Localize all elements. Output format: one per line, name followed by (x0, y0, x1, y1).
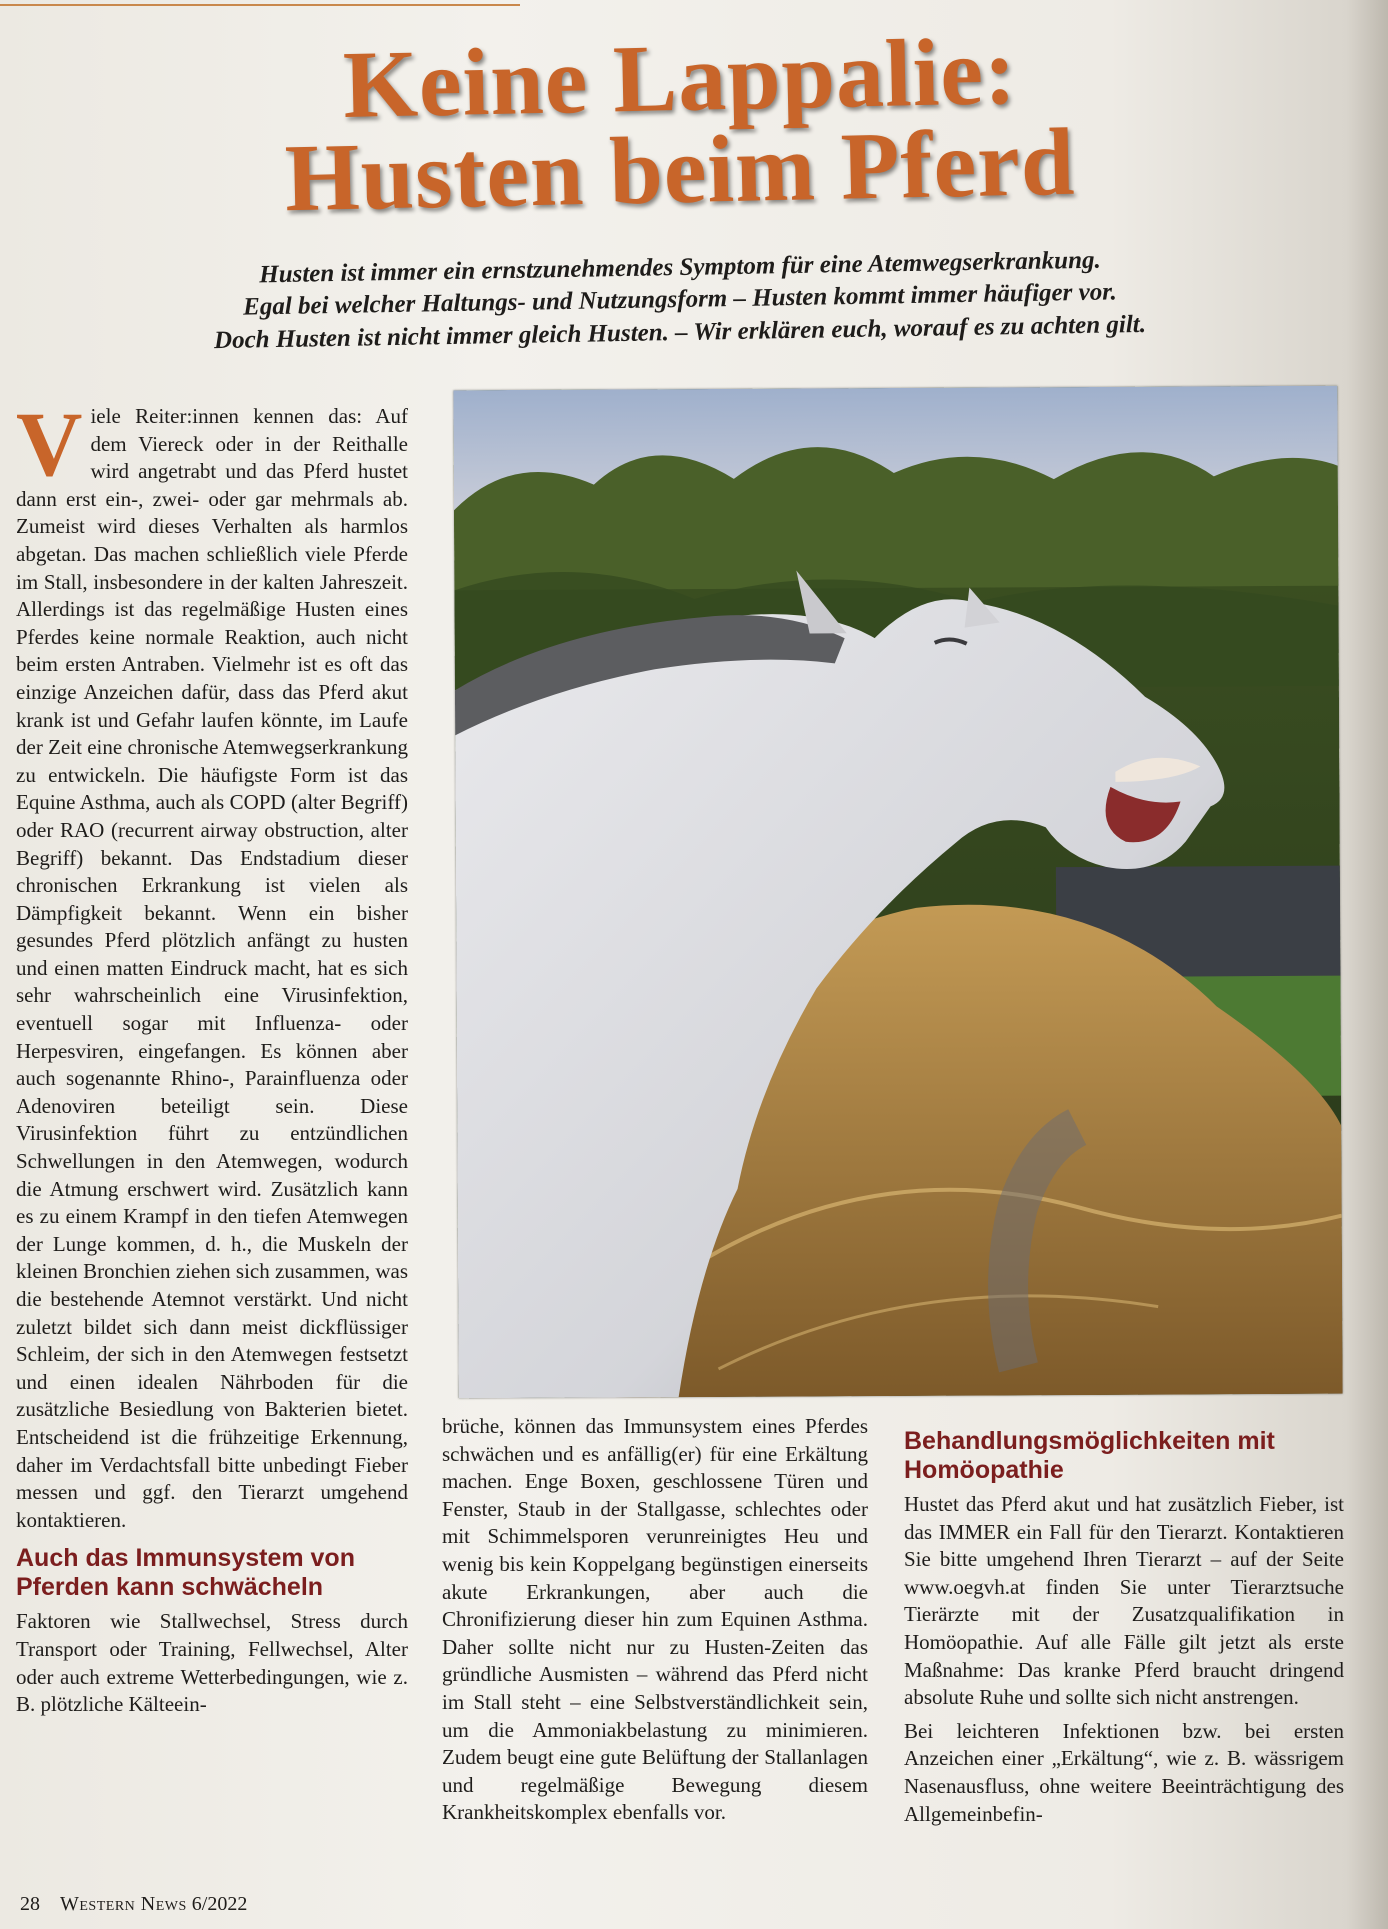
homoeopathie-paragraph: Hustet das Pferd akut und hat zusätzlich Fieber, ist das IMMER ein Fall für den Tierarzt. Kontaktieren Sie bitte umgehend Ihren Tierarzt – auf der Seite www.oegvh.at finden Sie unter Tierarztsuche Tierärzte mit der Zusatzqualifikation in Homöopathie. Auf alle Fälle gilt jetzt als erste Maßnahme: Das kranke Pferd braucht dringend absolute Ruhe und sollte sich nicht anstrengen. (904, 1492, 1344, 1710)
page-footer (20, 1893, 247, 1916)
immunsystem-paragraph: Faktoren wie Stallwechsel, Stress durch Transport oder Training, Fellwechsel, Alter oder auch extreme Wetterbedingungen, wie z. B. plötzliche Kälteein- (16, 1609, 408, 1717)
magazine-name: Western News (60, 1893, 187, 1915)
subheading-homoeopathie: Behandlungsmöglichkeiten mit Homöopathie (904, 1427, 1275, 1484)
column-2 (442, 1413, 868, 1827)
drop-cap: V (16, 393, 83, 495)
lead-line-2: Egal bei welcher Haltungs- und Nutzungsform – Husten kommt immer häufiger vor. (242, 278, 1118, 321)
column-3 (904, 1427, 1344, 1828)
intro-paragraph: iele Reiter:innen kennen das: Auf dem Viereck oder in der Reithalle wird angetrabt und das Pferd hustet dann erst ein-, zwei- oder gar mehrmals ab. Zumeist wird dieses Verhalten als harmlos abgetan. Das machen schließlich viele Pferde im Stall, insbesondere in der kalten Jahreszeit. Allerdings ist das regelmäßige Husten eines Pferdes keine normale Reaktion, auch nicht beim ersten Antraben. Vielmehr ist es oft das einzige Anzeichen dafür, dass das Pferd akut krank ist und Gefahr laufen könnte, im Laufe der Zeit eine chronische Atemwegserkrankung zu entwickeln. Die häufigste Form ist das Equine Asthma, auch als COPD (alter Begriff) oder RAO (recurrent airway obstruction, alter Begriff) bekannt. Das Endstadium dieser chronischen Erkrankung ist vielen als Dämpfigkeit bekannt. Wenn ein bisher gesundes Pferd plötzlich anfängt zu husten und einen matten Eindruck macht, hat es sich sehr wahrscheinlich eine Virusinfektion, eventuell sogar mit Influenza- oder Herpesviren, eingefangen. Es können aber auch sogenannte Rhino-, Parainfluenza oder Adenoviren beteiligt sein. Diese Virusinfektion führt zu entzündlichen Schwellungen in den Atemwegen, wodurch die Atmung erschwert wird. Zusätzlich kann es zu einem Krampf in den tiefen Atemwegen der Lunge kommen, d. h., die Muskeln der kleinen Bronchien ziehen sich zusammen, was die bestehende Atemnot verstärkt. Und nicht zuletzt bildet sich dann meist dickflüssiger Schleim, der sich in den Atemwegen festsetzt und einen idealen Nährboden für die zusätzliche Besiedlung von Bakterien bietet. Entscheidend ist die frühzeitige Erkennung, daher im Verdachtsfall bitte unbedingt Fieber messen und ggf. den Tierarzt umgehend kontaktieren. (16, 404, 408, 1532)
horse-photo (453, 386, 1342, 1399)
page-number: 28 (20, 1893, 40, 1915)
lead-line-3: Doch Husten ist nicht immer gleich Husten. – Wir erklären euch, worauf es zu achten gilt. (213, 310, 1147, 355)
subheading-immunsystem: Auch das Immunsystem von Pferden kann schwächeln (16, 1544, 355, 1602)
headline-line-1: Keine Lappalie: (342, 16, 1018, 139)
issue-number: 6/2022 (191, 1893, 248, 1915)
column-2-paragraph: brüche, können das Immunsystem eines Pferdes schwächen und es anfällig(er) für eine Erkältung machen. Enge Boxen, geschlossene Türen und Fenster, Staub in der Stallgasse, schlechtes oder mit Schimmelsporen verunreinigtes Heu und wenig bis kein Koppelgang begünstigen einerseits akute Erkrankungen, aber auch die Chronifizierung dieser hin zum Equinen Asthma. Daher sollte nicht nur zu Husten-Zeiten das gründliche Ausmisten – während das Pferd nicht im Stall steht – eine Selbstverständlichkeit sein, um die Ammoniakbelastung zu minimieren. Zudem beugt eine gute Belüftung der Stallanlagen und regelmäßige Bewegung diesem Krankheitskomplex ebenfalls vor. (442, 1414, 868, 1825)
top-rule (0, 4, 520, 6)
lead-line-1: Husten ist immer ein ernstzunehmendes Symptom für eine Atemwegserkrankung. (259, 246, 1101, 289)
column-1 (16, 393, 408, 1719)
headline-line-2: Husten beim Pferd (283, 107, 1077, 232)
homoeopathie-paragraph-2: Bei leichteren Infektionen bzw. bei ersten Anzeichen einer „Erkältung“, wie z. B. wässrigem Nasenausfluss, ohne weitere Beeinträchtigung des Allgemeinbefin- (904, 1718, 1344, 1826)
